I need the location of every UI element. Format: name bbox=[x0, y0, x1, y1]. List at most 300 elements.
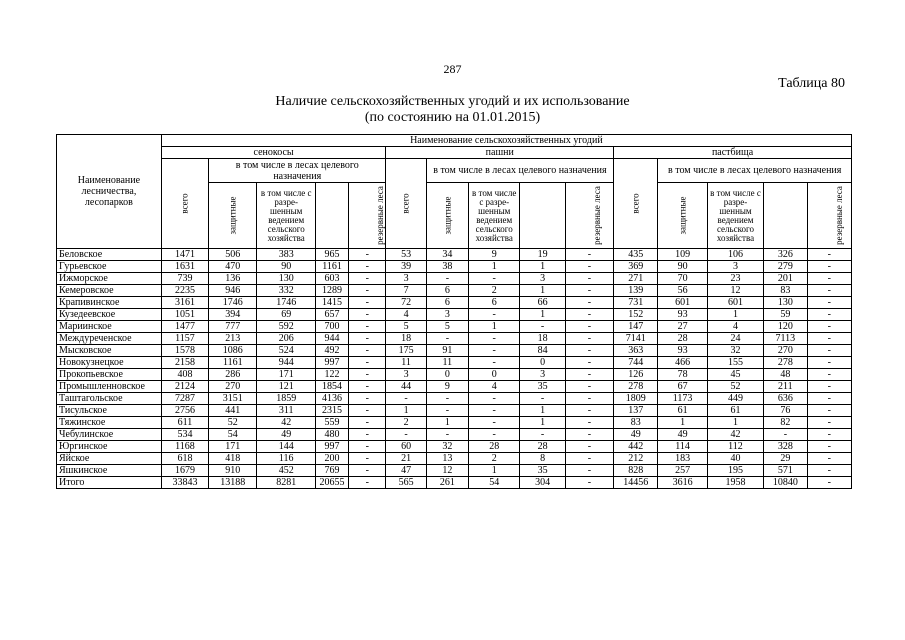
value-cell: 195 bbox=[707, 465, 763, 477]
value-cell: 997 bbox=[315, 441, 348, 453]
value-cell: 1 bbox=[658, 417, 707, 429]
value-cell: 61 bbox=[707, 405, 763, 417]
value-cell: 2 bbox=[469, 285, 520, 297]
value-cell: 0 bbox=[520, 357, 565, 369]
value-cell: 1168 bbox=[161, 441, 208, 453]
value-cell: 700 bbox=[315, 321, 348, 333]
header-exploit bbox=[315, 183, 348, 249]
value-cell: 2756 bbox=[161, 405, 208, 417]
value-cell: - bbox=[349, 273, 386, 285]
value-cell: 3151 bbox=[209, 393, 257, 405]
value-cell: 9 bbox=[426, 381, 468, 393]
value-cell: 2315 bbox=[315, 405, 348, 417]
value-cell: 965 bbox=[315, 249, 348, 261]
value-cell: 1086 bbox=[209, 345, 257, 357]
value-cell: 1161 bbox=[315, 261, 348, 273]
table-row bbox=[57, 357, 852, 369]
page-number: 287 bbox=[443, 62, 462, 76]
forestry-name-cell: Ижморское bbox=[57, 273, 162, 285]
forestry-name-cell: Междуреченское bbox=[57, 333, 162, 345]
header-total: всего bbox=[614, 159, 658, 249]
value-cell: 212 bbox=[614, 453, 658, 465]
value-cell: 171 bbox=[257, 369, 315, 381]
value-cell: - bbox=[426, 273, 468, 285]
value-cell: 565 bbox=[386, 477, 426, 489]
value-cell: - bbox=[565, 297, 613, 309]
value-cell: 69 bbox=[257, 309, 315, 321]
value-cell: 24 bbox=[707, 333, 763, 345]
value-cell: 29 bbox=[764, 453, 807, 465]
value-cell: - bbox=[349, 453, 386, 465]
header-total: всего bbox=[161, 159, 208, 249]
value-cell: 441 bbox=[209, 405, 257, 417]
value-cell: 271 bbox=[614, 273, 658, 285]
value-cell: - bbox=[349, 249, 386, 261]
value-cell: 13188 bbox=[209, 477, 257, 489]
value-cell: - bbox=[349, 369, 386, 381]
value-cell: 2158 bbox=[161, 357, 208, 369]
value-cell: 1477 bbox=[161, 321, 208, 333]
document-title bbox=[0, 94, 905, 126]
header-exploit bbox=[520, 183, 565, 249]
value-cell: 35 bbox=[520, 465, 565, 477]
value-cell: 49 bbox=[614, 429, 658, 441]
value-cell: 442 bbox=[614, 441, 658, 453]
value-cell: 183 bbox=[658, 453, 707, 465]
value-cell: 601 bbox=[707, 297, 763, 309]
value-cell: 53 bbox=[386, 249, 426, 261]
value-cell: - bbox=[565, 405, 613, 417]
value-cell: 636 bbox=[764, 393, 807, 405]
forestry-name-cell: Кузедеевское bbox=[57, 309, 162, 321]
value-cell: - bbox=[349, 477, 386, 489]
value-cell: 769 bbox=[315, 465, 348, 477]
value-cell: 997 bbox=[315, 357, 348, 369]
value-cell: - bbox=[807, 393, 851, 405]
forestry-name-cell: Беловское bbox=[57, 249, 162, 261]
value-cell: - bbox=[349, 429, 386, 441]
value-cell: - bbox=[520, 429, 565, 441]
value-cell: - bbox=[349, 381, 386, 393]
title-line: Наличие сельскохозяйственных угодий и их использование bbox=[275, 94, 630, 109]
value-cell: - bbox=[469, 309, 520, 321]
value-cell: 0 bbox=[469, 369, 520, 381]
value-cell: 34 bbox=[426, 249, 468, 261]
value-cell: - bbox=[807, 381, 851, 393]
value-cell: 1958 bbox=[707, 477, 763, 489]
value-cell: - bbox=[469, 273, 520, 285]
value-cell: 1 bbox=[520, 261, 565, 273]
value-cell: 2 bbox=[469, 453, 520, 465]
value-cell: - bbox=[469, 333, 520, 345]
value-cell: 332 bbox=[257, 285, 315, 297]
value-cell: 47 bbox=[386, 465, 426, 477]
value-cell: 4 bbox=[707, 321, 763, 333]
value-cell: 4 bbox=[386, 309, 426, 321]
value-cell: 1679 bbox=[161, 465, 208, 477]
value-cell: - bbox=[386, 429, 426, 441]
value-cell: 286 bbox=[209, 369, 257, 381]
value-cell: 1415 bbox=[315, 297, 348, 309]
value-cell: - bbox=[807, 453, 851, 465]
value-cell: 7141 bbox=[614, 333, 658, 345]
value-cell: 137 bbox=[614, 405, 658, 417]
value-cell: 121 bbox=[257, 381, 315, 393]
header-total: всего bbox=[386, 159, 426, 249]
value-cell: 38 bbox=[426, 261, 468, 273]
value-cell: - bbox=[807, 417, 851, 429]
value-cell: - bbox=[469, 345, 520, 357]
value-cell: 93 bbox=[658, 309, 707, 321]
value-cell: 571 bbox=[764, 465, 807, 477]
value-cell: 4136 bbox=[315, 393, 348, 405]
value-cell: 1854 bbox=[315, 381, 348, 393]
value-cell: 3 bbox=[426, 309, 468, 321]
header-protective: защитные bbox=[426, 183, 468, 249]
value-cell: - bbox=[807, 309, 851, 321]
value-cell: 11 bbox=[386, 357, 426, 369]
forestry-name-cell: Промышленновское bbox=[57, 381, 162, 393]
value-cell: 211 bbox=[764, 381, 807, 393]
value-cell: - bbox=[807, 285, 851, 297]
forestry-name-cell: Яшкинское bbox=[57, 465, 162, 477]
value-cell: - bbox=[349, 441, 386, 453]
value-cell: 39 bbox=[386, 261, 426, 273]
value-cell: 109 bbox=[658, 249, 707, 261]
value-cell: 6 bbox=[426, 297, 468, 309]
value-cell: 23 bbox=[707, 273, 763, 285]
value-cell: 213 bbox=[209, 333, 257, 345]
value-cell: - bbox=[807, 477, 851, 489]
value-cell: 480 bbox=[315, 429, 348, 441]
value-cell: 40 bbox=[707, 453, 763, 465]
value-cell: 171 bbox=[209, 441, 257, 453]
value-cell: 76 bbox=[764, 405, 807, 417]
forestry-name-cell: Итого bbox=[57, 477, 162, 489]
value-cell: 466 bbox=[658, 357, 707, 369]
value-cell: - bbox=[349, 297, 386, 309]
value-cell: 592 bbox=[257, 321, 315, 333]
value-cell: 1809 bbox=[614, 393, 658, 405]
value-cell: - bbox=[349, 393, 386, 405]
value-cell: 1631 bbox=[161, 261, 208, 273]
value-cell: 90 bbox=[658, 261, 707, 273]
table-row bbox=[57, 261, 852, 273]
value-cell: 61 bbox=[658, 405, 707, 417]
forestry-name-cell: Прокопьевское bbox=[57, 369, 162, 381]
forestry-name-cell: Яйское bbox=[57, 453, 162, 465]
forestry-name-cell: Мариинское bbox=[57, 321, 162, 333]
value-cell: 601 bbox=[658, 297, 707, 309]
value-cell: - bbox=[469, 417, 520, 429]
value-cell: - bbox=[565, 285, 613, 297]
value-cell: 1051 bbox=[161, 309, 208, 321]
table-body bbox=[57, 249, 852, 489]
value-cell: 32 bbox=[707, 345, 763, 357]
value-cell: 114 bbox=[658, 441, 707, 453]
value-cell: 363 bbox=[614, 345, 658, 357]
value-cell: - bbox=[349, 345, 386, 357]
value-cell: - bbox=[565, 477, 613, 489]
value-cell: 261 bbox=[426, 477, 468, 489]
table-row bbox=[57, 369, 852, 381]
value-cell: 618 bbox=[161, 453, 208, 465]
value-cell: 1 bbox=[520, 285, 565, 297]
value-cell: - bbox=[349, 333, 386, 345]
subtitle-line: (по состоянию на 01.01.2015) bbox=[364, 110, 541, 125]
value-cell: - bbox=[469, 393, 520, 405]
value-cell: 136 bbox=[209, 273, 257, 285]
value-cell: 83 bbox=[614, 417, 658, 429]
value-cell: 1161 bbox=[209, 357, 257, 369]
value-cell: - bbox=[565, 273, 613, 285]
value-cell: - bbox=[807, 429, 851, 441]
value-cell: - bbox=[565, 249, 613, 261]
value-cell: - bbox=[349, 261, 386, 273]
value-cell: - bbox=[565, 417, 613, 429]
value-cell: 90 bbox=[257, 261, 315, 273]
header-exploit bbox=[764, 183, 807, 249]
value-cell: 206 bbox=[257, 333, 315, 345]
value-cell: 52 bbox=[707, 381, 763, 393]
value-cell: 3 bbox=[386, 369, 426, 381]
table-row bbox=[57, 321, 852, 333]
value-cell: 0 bbox=[426, 369, 468, 381]
value-cell: 524 bbox=[257, 345, 315, 357]
value-cell: 5 bbox=[386, 321, 426, 333]
table-row bbox=[57, 297, 852, 309]
value-cell: - bbox=[565, 381, 613, 393]
value-cell: 492 bbox=[315, 345, 348, 357]
value-cell: - bbox=[565, 309, 613, 321]
value-cell: 1289 bbox=[315, 285, 348, 297]
value-cell: 120 bbox=[764, 321, 807, 333]
value-cell: 534 bbox=[161, 429, 208, 441]
value-cell: 201 bbox=[764, 273, 807, 285]
value-cell: - bbox=[565, 357, 613, 369]
value-cell: 116 bbox=[257, 453, 315, 465]
value-cell: - bbox=[565, 333, 613, 345]
value-cell: 2124 bbox=[161, 381, 208, 393]
value-cell: 3616 bbox=[658, 477, 707, 489]
table-row bbox=[57, 393, 852, 405]
forestry-name-cell: Крапивинское bbox=[57, 297, 162, 309]
value-cell: - bbox=[349, 357, 386, 369]
value-cell: 1 bbox=[469, 261, 520, 273]
value-cell: 1859 bbox=[257, 393, 315, 405]
value-cell: 48 bbox=[764, 369, 807, 381]
value-cell: 78 bbox=[658, 369, 707, 381]
value-cell: - bbox=[469, 357, 520, 369]
value-cell: 56 bbox=[658, 285, 707, 297]
value-cell: 18 bbox=[386, 333, 426, 345]
value-cell: 200 bbox=[315, 453, 348, 465]
value-cell: - bbox=[565, 465, 613, 477]
table-row bbox=[57, 405, 852, 417]
value-cell: 72 bbox=[386, 297, 426, 309]
value-cell: 6 bbox=[426, 285, 468, 297]
value-cell: 11 bbox=[426, 357, 468, 369]
value-cell: - bbox=[426, 393, 468, 405]
value-cell: 28 bbox=[520, 441, 565, 453]
value-cell: 3 bbox=[386, 273, 426, 285]
value-cell: 20655 bbox=[315, 477, 348, 489]
value-cell: 3161 bbox=[161, 297, 208, 309]
value-cell: 777 bbox=[209, 321, 257, 333]
value-cell: - bbox=[764, 429, 807, 441]
value-cell: 944 bbox=[257, 357, 315, 369]
value-cell: 328 bbox=[764, 441, 807, 453]
value-cell: 139 bbox=[614, 285, 658, 297]
table-row bbox=[57, 249, 852, 261]
value-cell: - bbox=[565, 453, 613, 465]
value-cell: 122 bbox=[315, 369, 348, 381]
value-cell: 8 bbox=[520, 453, 565, 465]
value-cell: 2 bbox=[386, 417, 426, 429]
value-cell: 1471 bbox=[161, 249, 208, 261]
value-cell: 70 bbox=[658, 273, 707, 285]
value-cell: 84 bbox=[520, 345, 565, 357]
value-cell: - bbox=[520, 321, 565, 333]
header-top: Наименование сельскохозяйственных угодий bbox=[161, 135, 851, 147]
header-protective: защитные bbox=[209, 183, 257, 249]
table-row bbox=[57, 441, 852, 453]
value-cell: 3 bbox=[520, 273, 565, 285]
value-cell: - bbox=[807, 321, 851, 333]
value-cell: 60 bbox=[386, 441, 426, 453]
table-row bbox=[57, 429, 852, 441]
value-cell: 13 bbox=[426, 453, 468, 465]
value-cell: 49 bbox=[257, 429, 315, 441]
data-table bbox=[56, 134, 852, 489]
value-cell: 270 bbox=[209, 381, 257, 393]
value-cell: 946 bbox=[209, 285, 257, 297]
value-cell: 67 bbox=[658, 381, 707, 393]
value-cell: 14456 bbox=[614, 477, 658, 489]
value-cell: - bbox=[426, 333, 468, 345]
value-cell: - bbox=[426, 429, 468, 441]
value-cell: 152 bbox=[614, 309, 658, 321]
value-cell: 1 bbox=[469, 321, 520, 333]
value-cell: 9 bbox=[469, 249, 520, 261]
value-cell: 1 bbox=[426, 417, 468, 429]
value-cell: 144 bbox=[257, 441, 315, 453]
value-cell: - bbox=[565, 345, 613, 357]
header-agri: в том числе с разре-шенным ведением сельского хозяйства bbox=[257, 183, 315, 249]
value-cell: 2235 bbox=[161, 285, 208, 297]
table-row bbox=[57, 381, 852, 393]
value-cell: - bbox=[565, 441, 613, 453]
table-row bbox=[57, 285, 852, 297]
header-group-hay: сенокосы bbox=[161, 147, 386, 159]
forestry-name-cell: Тисульское bbox=[57, 405, 162, 417]
value-cell: 470 bbox=[209, 261, 257, 273]
value-cell: - bbox=[349, 285, 386, 297]
table-row bbox=[57, 333, 852, 345]
header-protective: защитные bbox=[658, 183, 707, 249]
value-cell: 3 bbox=[520, 369, 565, 381]
value-cell: 279 bbox=[764, 261, 807, 273]
value-cell: 1 bbox=[520, 417, 565, 429]
value-cell: 66 bbox=[520, 297, 565, 309]
value-cell: 506 bbox=[209, 249, 257, 261]
header-agri: в том числе с разре-шенным ведением сельского хозяйства bbox=[707, 183, 763, 249]
value-cell: - bbox=[807, 441, 851, 453]
value-cell: 130 bbox=[764, 297, 807, 309]
value-cell: 49 bbox=[658, 429, 707, 441]
value-cell: 1173 bbox=[658, 393, 707, 405]
value-cell: 12 bbox=[426, 465, 468, 477]
value-cell: 394 bbox=[209, 309, 257, 321]
value-cell: - bbox=[349, 405, 386, 417]
header-group-pasture: пастбища bbox=[614, 147, 852, 159]
value-cell: 731 bbox=[614, 297, 658, 309]
value-cell: - bbox=[807, 273, 851, 285]
value-cell: - bbox=[807, 249, 851, 261]
value-cell: 7113 bbox=[764, 333, 807, 345]
value-cell: 1 bbox=[520, 309, 565, 321]
value-cell: - bbox=[807, 465, 851, 477]
value-cell: 278 bbox=[764, 357, 807, 369]
value-cell: 147 bbox=[614, 321, 658, 333]
header-reserve: резервные леса bbox=[349, 183, 386, 249]
value-cell: 408 bbox=[161, 369, 208, 381]
header-incl: в том числе в лесах целевого назначения bbox=[426, 159, 613, 183]
total-row bbox=[57, 477, 852, 489]
header-incl: в том числе в лесах целевого назначения bbox=[658, 159, 852, 183]
value-cell: 175 bbox=[386, 345, 426, 357]
value-cell: - bbox=[807, 261, 851, 273]
table-row bbox=[57, 273, 852, 285]
value-cell: 3 bbox=[707, 261, 763, 273]
value-cell: - bbox=[520, 393, 565, 405]
value-cell: 54 bbox=[209, 429, 257, 441]
header-incl: в том числе в лесах целевого назначения bbox=[209, 159, 386, 183]
value-cell: 270 bbox=[764, 345, 807, 357]
value-cell: - bbox=[807, 333, 851, 345]
value-cell: 12 bbox=[707, 285, 763, 297]
value-cell: 82 bbox=[764, 417, 807, 429]
value-cell: 44 bbox=[386, 381, 426, 393]
forestry-name-cell: Мысковское bbox=[57, 345, 162, 357]
value-cell: 19 bbox=[520, 249, 565, 261]
forestry-name-cell: Тяжинское bbox=[57, 417, 162, 429]
header-group-arable: пашни bbox=[386, 147, 614, 159]
value-cell: 6 bbox=[469, 297, 520, 309]
value-cell: 54 bbox=[469, 477, 520, 489]
value-cell: 33843 bbox=[161, 477, 208, 489]
table-row bbox=[57, 309, 852, 321]
value-cell: - bbox=[469, 429, 520, 441]
value-cell: 42 bbox=[257, 417, 315, 429]
value-cell: 559 bbox=[315, 417, 348, 429]
value-cell: 8281 bbox=[257, 477, 315, 489]
value-cell: 383 bbox=[257, 249, 315, 261]
value-cell: 311 bbox=[257, 405, 315, 417]
value-cell: 45 bbox=[707, 369, 763, 381]
value-cell: 944 bbox=[315, 333, 348, 345]
table-label: Таблица 80 bbox=[778, 76, 845, 91]
value-cell: 7287 bbox=[161, 393, 208, 405]
value-cell: 130 bbox=[257, 273, 315, 285]
value-cell: - bbox=[426, 405, 468, 417]
value-cell: 28 bbox=[658, 333, 707, 345]
value-cell: 21 bbox=[386, 453, 426, 465]
table-row bbox=[57, 417, 852, 429]
value-cell: 10840 bbox=[764, 477, 807, 489]
value-cell: 32 bbox=[426, 441, 468, 453]
value-cell: 27 bbox=[658, 321, 707, 333]
